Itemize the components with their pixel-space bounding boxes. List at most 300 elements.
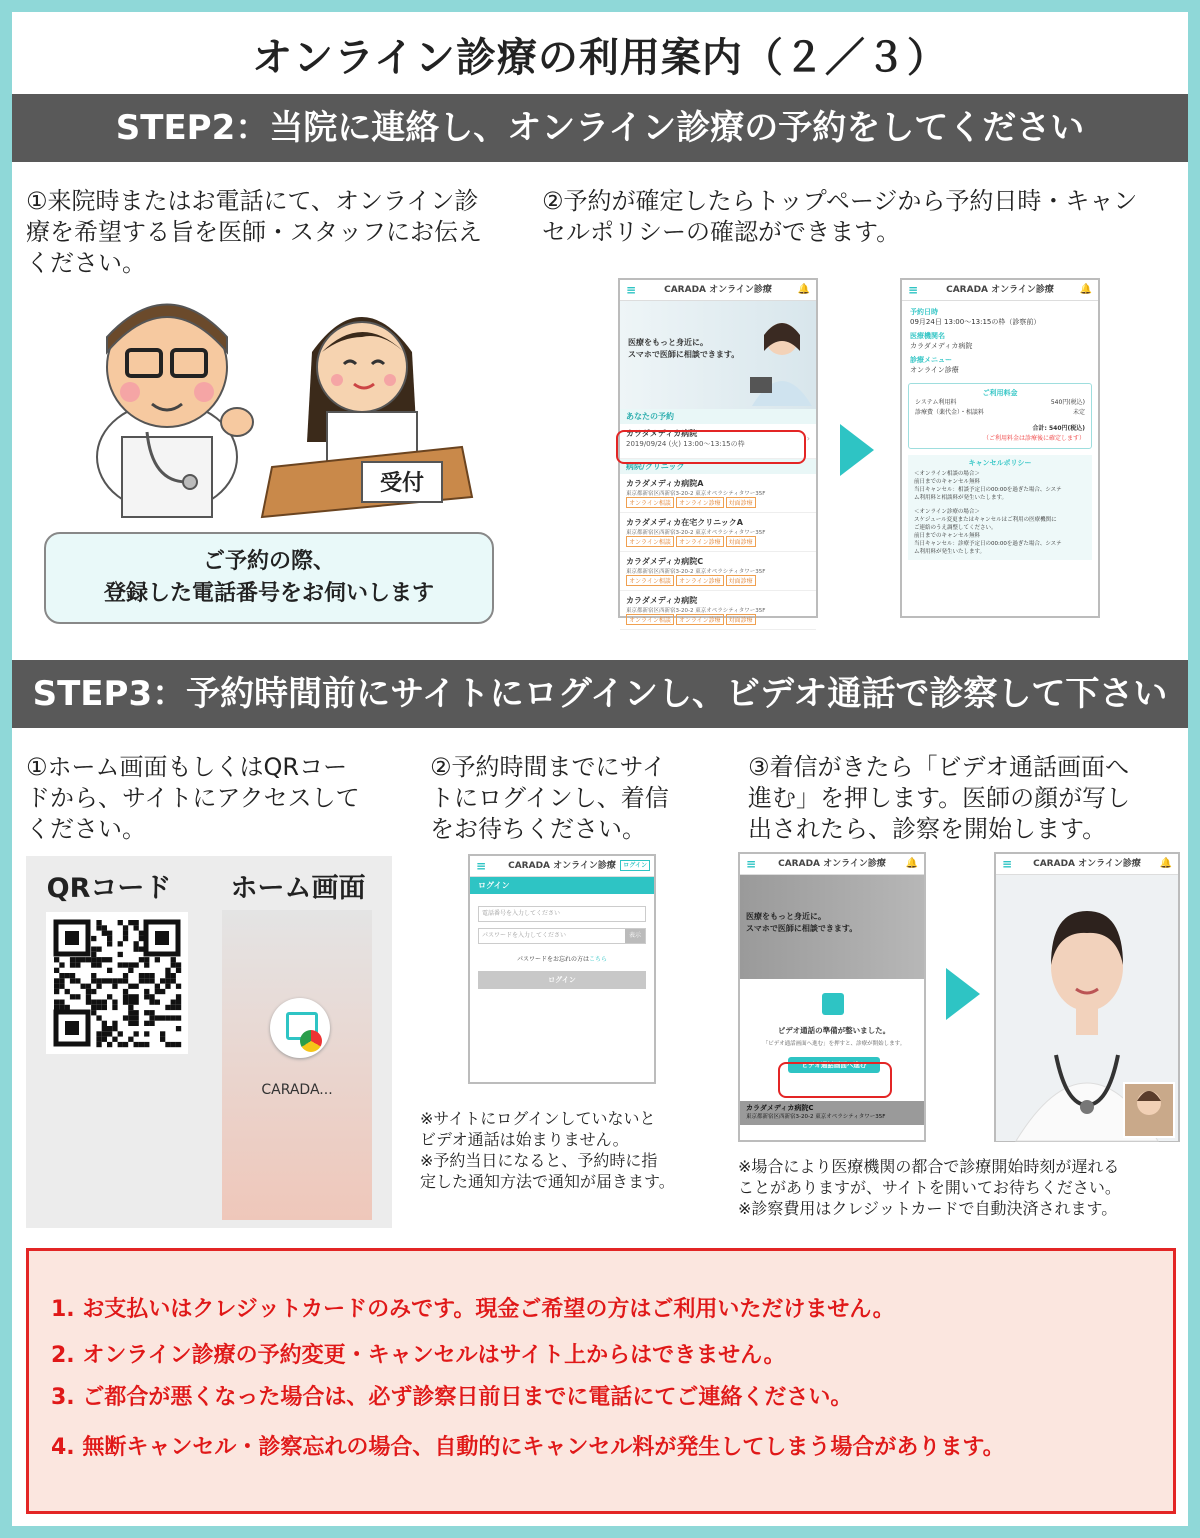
qr-module	[134, 1000, 139, 1005]
hero-line: スマホで医師に相談できます。	[628, 350, 740, 359]
qr-module	[160, 989, 165, 994]
important-notice-box	[26, 1248, 1176, 1514]
qr-module	[165, 984, 170, 989]
qr-module	[102, 1005, 107, 1010]
qr-module	[128, 968, 133, 973]
show-password-button[interactable]: 表示	[625, 929, 645, 943]
qr-module	[134, 1031, 139, 1036]
notice-item: 2. オンライン診療の予約変更・キャンセルはサイト上からはできません。	[51, 1343, 786, 1368]
qr-module	[123, 936, 128, 941]
qr-module	[144, 978, 149, 983]
qr-module	[91, 1000, 96, 1005]
qr-module	[155, 984, 160, 989]
qr-module	[128, 962, 133, 967]
qr-module	[134, 962, 139, 967]
qr-module	[144, 1031, 149, 1036]
menu-icon[interactable]: ≡	[908, 283, 919, 297]
qr-code[interactable]	[46, 912, 188, 1054]
qr-module	[54, 989, 59, 994]
qr-module	[65, 1005, 70, 1010]
qr-module	[107, 968, 112, 973]
qr-module	[149, 1010, 154, 1015]
text-line: ①ホーム画面もしくはQRコー	[26, 753, 348, 781]
app-brand: CARADA オンライン診療	[778, 859, 886, 869]
qr-module	[75, 978, 80, 983]
step3-instruction-3	[748, 752, 1178, 845]
qr-module	[123, 931, 128, 936]
qr-module	[149, 994, 154, 999]
clinic-row[interactable]	[620, 513, 816, 552]
qr-module	[149, 1021, 154, 1026]
qr-module	[91, 1005, 96, 1010]
step2-instruction-1	[26, 186, 526, 279]
qr-module	[160, 1031, 165, 1036]
tag: 対面診療	[726, 497, 756, 508]
qr-module	[102, 1026, 107, 1031]
qr-module	[165, 968, 170, 973]
clinic-row[interactable]	[620, 591, 816, 630]
text-line: 進む」を押します。医師の顔が写し	[748, 784, 1131, 812]
policy-line: 前日までのキャンセル無料	[914, 479, 981, 485]
qr-module	[171, 973, 176, 978]
qr-module	[134, 984, 139, 989]
qr-module	[139, 936, 144, 941]
bell-icon[interactable]: 🔔	[1079, 284, 1092, 295]
text-line: トにログインし、着信	[430, 784, 669, 812]
app-brand: CARADA オンライン診療	[946, 285, 1054, 295]
qr-module	[102, 925, 107, 930]
bell-icon[interactable]: 🔔	[797, 284, 810, 295]
hero-banner	[620, 301, 816, 409]
qr-module	[139, 973, 144, 978]
hero-line: 医療をもっと身近に。	[628, 338, 708, 347]
password-input[interactable]	[478, 928, 646, 944]
qr-module	[123, 978, 128, 983]
qr-module	[86, 989, 91, 994]
clinic-name: カラダメディカ在宅クリニックA	[626, 518, 743, 527]
qr-module	[107, 941, 112, 946]
qr-module	[91, 962, 96, 967]
clinic-address: 東京都新宿区西新宿3-20-2 東京オペラシティタワー35F	[626, 530, 766, 536]
qr-module	[144, 1021, 149, 1026]
clinic-row-dimmed	[740, 1101, 924, 1125]
qr-module	[176, 962, 181, 967]
qr-module	[91, 936, 96, 941]
qr-module	[54, 1005, 59, 1010]
qr-module	[171, 1005, 176, 1010]
qr-module	[107, 1026, 112, 1031]
text-line: セルポリシーの確認ができます。	[542, 218, 901, 246]
qr-module	[112, 1037, 117, 1042]
qr-module	[96, 1000, 101, 1005]
qr-module	[176, 1015, 181, 1020]
woman-photo	[742, 311, 812, 406]
qr-module	[134, 920, 139, 925]
fee-total: 合計: 540円(税込)	[1032, 425, 1085, 432]
qr-module	[165, 1042, 170, 1047]
arrow-right-icon	[946, 968, 980, 1020]
text-line: 出されたら、診察を開始します。	[748, 815, 1107, 843]
qr-module	[70, 994, 75, 999]
text-line: ください。	[26, 249, 146, 277]
policy-line: ム利用料と相談料が発生いたします。	[914, 495, 1008, 501]
clinic-row[interactable]	[620, 552, 816, 591]
qr-module	[128, 984, 133, 989]
clinic-address: 東京都新宿区西新宿3-20-2 東京オペラシティタワー35F	[746, 1114, 886, 1120]
qr-module	[144, 989, 149, 994]
date-label: 予約日時	[910, 308, 938, 316]
qr-module	[102, 1021, 107, 1026]
qr-module	[155, 1015, 160, 1020]
qr-module	[96, 984, 101, 989]
qr-module	[144, 1042, 149, 1047]
qr-module	[155, 989, 160, 994]
qr-module	[54, 978, 59, 983]
qr-module	[59, 962, 64, 967]
qr-module	[128, 994, 133, 999]
policy-title: キャンセルポリシー	[968, 459, 1032, 467]
text-line: をお待ちください。	[430, 815, 646, 843]
step3-instruction-1	[26, 752, 396, 845]
app-header	[902, 280, 1098, 301]
page-title: オンライン診療の利用案内（２／３）	[252, 35, 948, 81]
qr-module	[96, 962, 101, 967]
qr-module	[112, 1026, 117, 1031]
qr-module	[118, 1031, 123, 1036]
qr-module	[155, 1000, 160, 1005]
login-button[interactable]: ログイン	[478, 971, 646, 989]
qr-module	[139, 947, 144, 952]
forgot-password	[470, 954, 654, 963]
policy-line: ご連絡のうえ調整してください。	[914, 525, 997, 531]
qr-module	[128, 1010, 133, 1015]
qr-module	[176, 1005, 181, 1010]
qr-module	[149, 973, 154, 978]
qr-module	[91, 978, 96, 983]
institution-label: 医療機関名	[910, 332, 945, 340]
qr-module	[176, 968, 181, 973]
menu-icon[interactable]: ≡	[1002, 857, 1013, 871]
clinic-name: カラダメディカ病院C	[626, 557, 704, 566]
your-reservation-label: あなたの予約	[620, 409, 816, 424]
clinic-name: カラダメディカ病院A	[626, 479, 704, 488]
chrome-icon	[300, 1030, 322, 1052]
qr-module	[107, 1031, 112, 1036]
qr-module	[96, 957, 101, 962]
qr-module	[165, 1005, 170, 1010]
qr-module	[171, 1015, 176, 1020]
doctor-receptionist-illustration	[82, 292, 502, 522]
text-line: ①来院時またはお電話にて、オンライン診	[26, 187, 479, 215]
tag: オンライン診療	[676, 536, 724, 547]
tag: オンライン診療	[676, 575, 724, 586]
phone-video-ready	[738, 852, 926, 1142]
date-value: 09月24日 13:00〜13:15の枠（診察前）	[910, 318, 1041, 326]
phone-login	[468, 854, 656, 1084]
login-link[interactable]: ログイン	[620, 860, 650, 871]
highlight-video-button	[778, 1062, 892, 1098]
qr-module	[149, 1000, 154, 1005]
highlight-reservation	[616, 430, 806, 464]
tag: オンライン相談	[626, 575, 674, 586]
qr-module	[59, 1005, 64, 1010]
hero-line: スマホで医師に相談できます。	[746, 924, 858, 933]
app-header	[470, 856, 654, 877]
qr-module	[96, 978, 101, 983]
qr-module	[118, 978, 123, 983]
qr-module	[59, 978, 64, 983]
qr-module	[144, 962, 149, 967]
qr-module	[54, 968, 59, 973]
qr-module	[176, 994, 181, 999]
user-icon	[822, 993, 844, 1015]
note-line: 定した通知方法で通知が届きます。	[420, 1172, 675, 1191]
qr-module	[134, 1015, 139, 1020]
qr-module	[134, 947, 139, 952]
qr-module	[123, 989, 128, 994]
policy-line: ム利用料が発生いたします。	[914, 549, 986, 555]
forgot-text: パスワードをお忘れの方は	[516, 956, 589, 963]
bell-icon[interactable]: 🔔	[905, 858, 918, 869]
policy-line: ＜オンライン診療の場合＞	[914, 509, 980, 515]
menu-icon[interactable]: ≡	[476, 859, 487, 873]
qr-module	[96, 1031, 101, 1036]
menu-icon[interactable]: ≡	[746, 857, 757, 871]
fee-value: 未定	[1072, 409, 1085, 416]
qr-module	[96, 1042, 101, 1047]
tag: オンライン相談	[626, 497, 674, 508]
qr-module	[112, 1005, 117, 1010]
app-brand: CARADA オンライン診療	[1033, 859, 1141, 869]
step3-instruction-2	[430, 752, 720, 845]
qr-module	[54, 1000, 59, 1005]
clinic-name: カラダメディカ病院C	[746, 1104, 814, 1112]
qr-module	[134, 1010, 139, 1015]
qr-module	[86, 1000, 91, 1005]
reception-sign: 受付	[379, 471, 425, 496]
notice-item: 4. 無断キャンセル・診察忘れの場合、自動的にキャンセル料が発生してしまう場合があります。	[51, 1435, 1005, 1460]
text-line: ②予約が確定したらトップページから予約日時・キャン	[542, 187, 1138, 215]
qr-module	[123, 925, 128, 930]
fee-title: ご利用料金	[982, 389, 1018, 397]
qr-module	[128, 1021, 133, 1026]
qr-module	[96, 1037, 101, 1042]
institution-value: カラダメディカ病院	[910, 342, 973, 350]
qr-module	[165, 973, 170, 978]
qr-module	[107, 1042, 112, 1047]
note-line: ※予約当日になると、予約時に指	[420, 1151, 658, 1170]
qr-module	[96, 1005, 101, 1010]
reserved-clinic: カラダメディカ病院	[626, 429, 698, 438]
fee-value: 540円(税込)	[1050, 399, 1085, 406]
qr-module	[70, 962, 75, 967]
clinics-label: 病院/クリニック	[620, 459, 816, 474]
dimmed-hero	[740, 875, 924, 979]
qr-module	[128, 1005, 133, 1010]
tag: オンライン診療	[676, 497, 724, 508]
chevron-right-icon: ›	[806, 434, 810, 443]
carada-app-icon[interactable]	[270, 998, 330, 1058]
qr-module	[134, 925, 139, 930]
login-notes	[420, 1108, 710, 1192]
phone-doctor-video	[994, 852, 1180, 1142]
text-line: ください。	[26, 815, 146, 843]
clinic-address: 東京都新宿区西新宿3-20-2 東京オペラシティタワー35F	[626, 491, 766, 497]
qr-module	[139, 931, 144, 936]
qr-module	[176, 984, 181, 989]
qr-module	[96, 920, 101, 925]
app-icon-label: CARADA...	[261, 1082, 333, 1098]
bell-icon[interactable]: 🔔	[1159, 858, 1172, 869]
qr-module	[144, 973, 149, 978]
app-header	[620, 280, 816, 301]
qr-module	[160, 978, 165, 983]
qr-module	[176, 1000, 181, 1005]
note-line: ※場合により医療機関の都合で診療開始時刻が遅れる	[738, 1157, 1120, 1176]
qr-module	[102, 1037, 107, 1042]
qr-module	[91, 989, 96, 994]
step3-heading: STEP3：予約時間前にサイトにログインし、ビデオ通話で診察して下さい	[12, 660, 1188, 728]
phone-reservation-detail	[900, 278, 1100, 618]
qr-module	[176, 1026, 181, 1031]
notice-item: 1. お支払いはクレジットカードのみです。現金ご希望の方はご利用いただけません。	[51, 1297, 895, 1322]
clinic-tags	[626, 497, 810, 508]
text-line: 療を希望する旨を医師・スタッフにお伝え	[26, 218, 482, 246]
qr-module	[54, 984, 59, 989]
qr-module	[81, 984, 86, 989]
qr-module	[123, 1015, 128, 1020]
qr-module	[112, 1000, 117, 1005]
qr-module	[128, 920, 133, 925]
qr-module	[91, 957, 96, 962]
policy-line: スケジュール変更またはキャンセルはご利用の医療機関に	[914, 517, 1057, 523]
qr-module	[171, 1042, 176, 1047]
qr-module	[160, 1015, 165, 1020]
qr-module	[134, 941, 139, 946]
qr-module	[118, 962, 123, 967]
video-notes	[738, 1156, 1178, 1219]
qr-module	[112, 1021, 117, 1026]
qr-label: QRコード	[46, 873, 172, 904]
guide-sheet	[12, 12, 1188, 1526]
text-line: ③着信がきたら「ビデオ通話画面へ	[748, 753, 1130, 781]
qr-module	[128, 1015, 133, 1020]
qr-module	[70, 957, 75, 962]
qr-home-panel	[26, 856, 392, 1228]
qr-module	[70, 978, 75, 983]
qr-module	[144, 1010, 149, 1015]
qr-module	[128, 1037, 133, 1042]
step2-instruction-2	[542, 186, 1182, 248]
qr-module	[171, 978, 176, 983]
qr-module	[165, 978, 170, 983]
cancel-policy-box	[908, 455, 1092, 560]
app-brand: CARADA オンライン診療	[664, 285, 772, 295]
qr-module	[86, 984, 91, 989]
video-hint: 「ビデオ通話画面へ進む」を押すと、診療が開始します。	[762, 1041, 906, 1047]
qr-module	[149, 978, 154, 983]
qr-module	[134, 1042, 139, 1047]
qr-module	[134, 994, 139, 999]
fee-label: 診療費（薬代金）・相談料	[915, 409, 985, 416]
clinic-tags	[626, 536, 810, 547]
qr-module	[139, 978, 144, 983]
video-call-button[interactable]: ビデオ通話画面へ進む	[788, 1057, 880, 1073]
qr-module	[144, 994, 149, 999]
app-header	[740, 854, 924, 875]
clinic-row[interactable]	[620, 474, 816, 513]
qr-module	[59, 973, 64, 978]
qr-module	[102, 1000, 107, 1005]
qr-module	[91, 1010, 96, 1015]
clinic-tags	[626, 614, 810, 625]
qr-module	[171, 962, 176, 967]
text-line: ②予約時間までにサイ	[430, 753, 666, 781]
home-screen-label: ホーム画面	[230, 873, 366, 904]
qr-module	[59, 984, 64, 989]
qr-module	[91, 973, 96, 978]
video-ready-text: ビデオ通話の準備が整いました。	[777, 1026, 891, 1035]
qr-module	[112, 978, 117, 983]
qr-module	[102, 1031, 107, 1036]
qr-module	[75, 994, 80, 999]
phone-input[interactable]: 電話番号を入力してください	[478, 906, 646, 922]
qr-module	[107, 936, 112, 941]
qr-module	[59, 1000, 64, 1005]
home-screen-mock	[222, 910, 372, 1220]
fee-box	[908, 383, 1092, 449]
qr-module	[107, 931, 112, 936]
qr-module	[102, 931, 107, 936]
qr-module	[65, 973, 70, 978]
qr-module	[118, 941, 123, 946]
qr-module	[91, 947, 96, 952]
policy-line: 当日キャンセル：診療予定日の00:00を過ぎた場合、システ	[914, 541, 1062, 547]
menu-icon[interactable]: ≡	[626, 283, 637, 297]
clinic-tags	[626, 575, 810, 586]
notice-item: 3. ご都合が悪くなった場合は、必ず診察日前日までに電話にてご連絡ください。	[51, 1385, 853, 1410]
qr-module	[165, 1015, 170, 1020]
note-line: ※診察費用はクレジットカードで自動決済されます。	[738, 1199, 1118, 1218]
menu-label: 診療メニュー	[910, 356, 952, 364]
qr-module	[75, 962, 80, 967]
qr-module	[139, 1042, 144, 1047]
qr-module	[171, 957, 176, 962]
qr-module	[54, 957, 59, 962]
policy-line: 前日までのキャンセル無料	[914, 533, 981, 539]
text-line: ドから、サイトにアクセスして	[26, 784, 360, 812]
qr-module	[107, 957, 112, 962]
qr-module	[107, 978, 112, 983]
callout-line: ご予約の際、	[202, 549, 335, 574]
qr-module	[149, 1015, 154, 1020]
callout-line: 登録した電話番号をお伺いします	[103, 581, 434, 606]
step2-heading: STEP2：当院に連絡し、オンライン診療の予約をしてください	[12, 94, 1188, 162]
qr-module	[86, 994, 91, 999]
qr-module	[102, 957, 107, 962]
qr-module	[160, 1037, 165, 1042]
doctor-video-feed	[996, 875, 1178, 1141]
clinic-address: 東京都新宿区西新宿3-20-2 東京オペラシティタワー35F	[626, 569, 766, 575]
forgot-link[interactable]: こちら	[589, 956, 608, 963]
qr-module	[91, 952, 96, 957]
reception-desk	[262, 447, 472, 517]
qr-module	[81, 957, 86, 962]
note-line: ことがありますが、サイトを開いてお待ちください。	[738, 1178, 1121, 1197]
qr-module	[139, 957, 144, 962]
app-header	[996, 854, 1178, 875]
menu-value: オンライン診療	[910, 366, 959, 374]
